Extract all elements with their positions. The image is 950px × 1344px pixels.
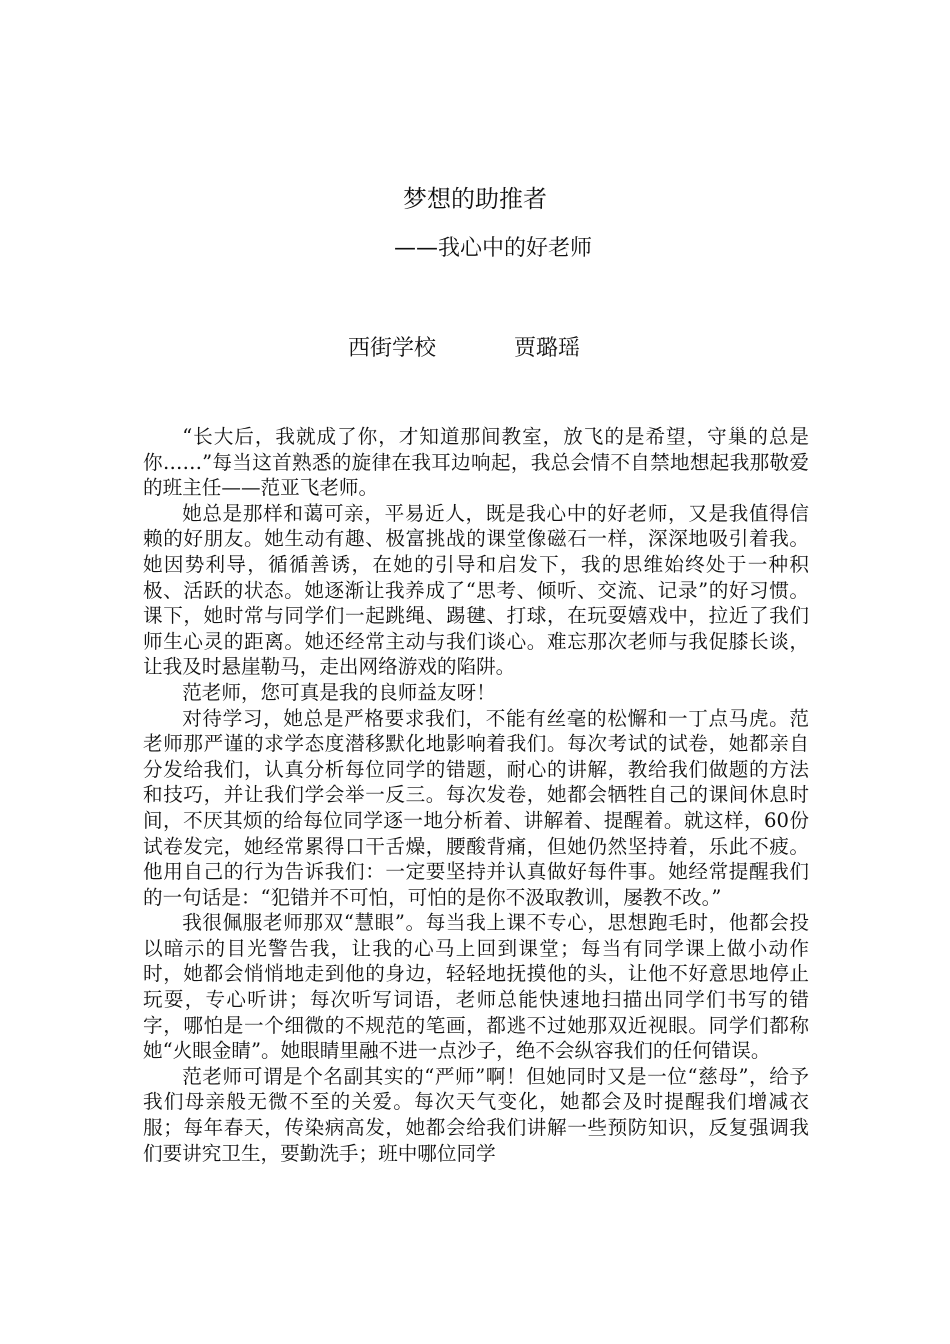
byline	[348, 334, 580, 364]
article-body	[143, 424, 809, 1166]
paragraph: 范老师，您可真是我的良师益友呀！	[182, 680, 496, 704]
paragraph: 范老师可谓是个名副其实的“严师”啊！但她同时又是一位“慈母”，给予我们母亲般无微不至的关爱。每次天气变化，她都会及时提醒我们增减衣服；每年春天，传染病高发，她都会给我们讲解一些预防知识，反复强调我们要讲究卫生，要勤洗手；班中哪位同学	[143, 1064, 809, 1165]
author-name: 贾璐瑶	[514, 336, 581, 361]
paragraph: 我很佩服老师那双“慧眼”。每当我上课不专心，思想跑毛时，他都会投以暗示的目光警告我，让我的心马上回到课堂；每当有同学课上做小动作时，她都会悄悄地走到他的身边，轻轻地抚摸他的头，让他不好意思地停止玩耍，专心听讲；每次听写词语，老师总能快速地扫描出同学们书写的错字，哪怕是一个细微的不规范的笔画，都逃不过她那双近视眼。同学们都称她“火眼金睛”。她眼睛里融不进一点沙子，绝不会纵容我们的任何错误。	[143, 911, 809, 1063]
document-subtitle: ——我心中的好老师	[393, 236, 592, 261]
school-name: 西街学校	[348, 336, 437, 361]
paragraph: 她总是那样和蔼可亲，平易近人，既是我心中的好老师，又是我值得信赖的好朋友。她生动有趣、极富挑战的课堂像磁石一样，深深地吸引着我。她因势利导，循循善诱，在她的引导和启发下，我的思维始终处于一种积极、活跃的状态。她逐渐让我养成了“思考、倾听、交流、记录”的好习惯。课下，她时常与同学们一起跳绳、踢毽、打球，在玩耍嬉戏中，拉近了我们师生心灵的距离。她还经常主动与我们谈心。难忘那次老师与我促膝长谈，让我及时悬崖勒马，走出网络游戏的陷阱。	[143, 501, 809, 679]
document-title: 梦想的助推者	[403, 185, 547, 213]
paragraph: 对待学习，她总是严格要求我们，不能有丝毫的松懈和一丁点马虎。范老师那严谨的求学态度潜移默化地影响着我们。每次考试的试卷，她都亲自分发给我们，认真分析每位同学的错题，耐心的讲解，教给我们做题的方法和技巧，并让我们学会举一反三。每次发卷，她都会牺牲自己的课间休息时间，不厌其烦的给每位同学逐一地分析着、讲解着、提醒着。就这样，60份试卷发完，她经常累得口干舌燥，腰酸背痛，但她仍然坚持着，乐此不疲。他用自己的行为告诉我们：一定要坚持并认真做好每件事。她经常提醒我们的一句话是：“犯错并不可怕，可怕的是你不汲取教训，屡教不改。”	[143, 706, 809, 909]
paragraph: “长大后，我就成了你，才知道那间教室，放飞的是希望，守巢的总是你……”每当这首熟悉的旋律在我耳边响起，我总会情不自禁地想起我那敬爱的班主任——范亚飞老师。	[143, 425, 809, 500]
